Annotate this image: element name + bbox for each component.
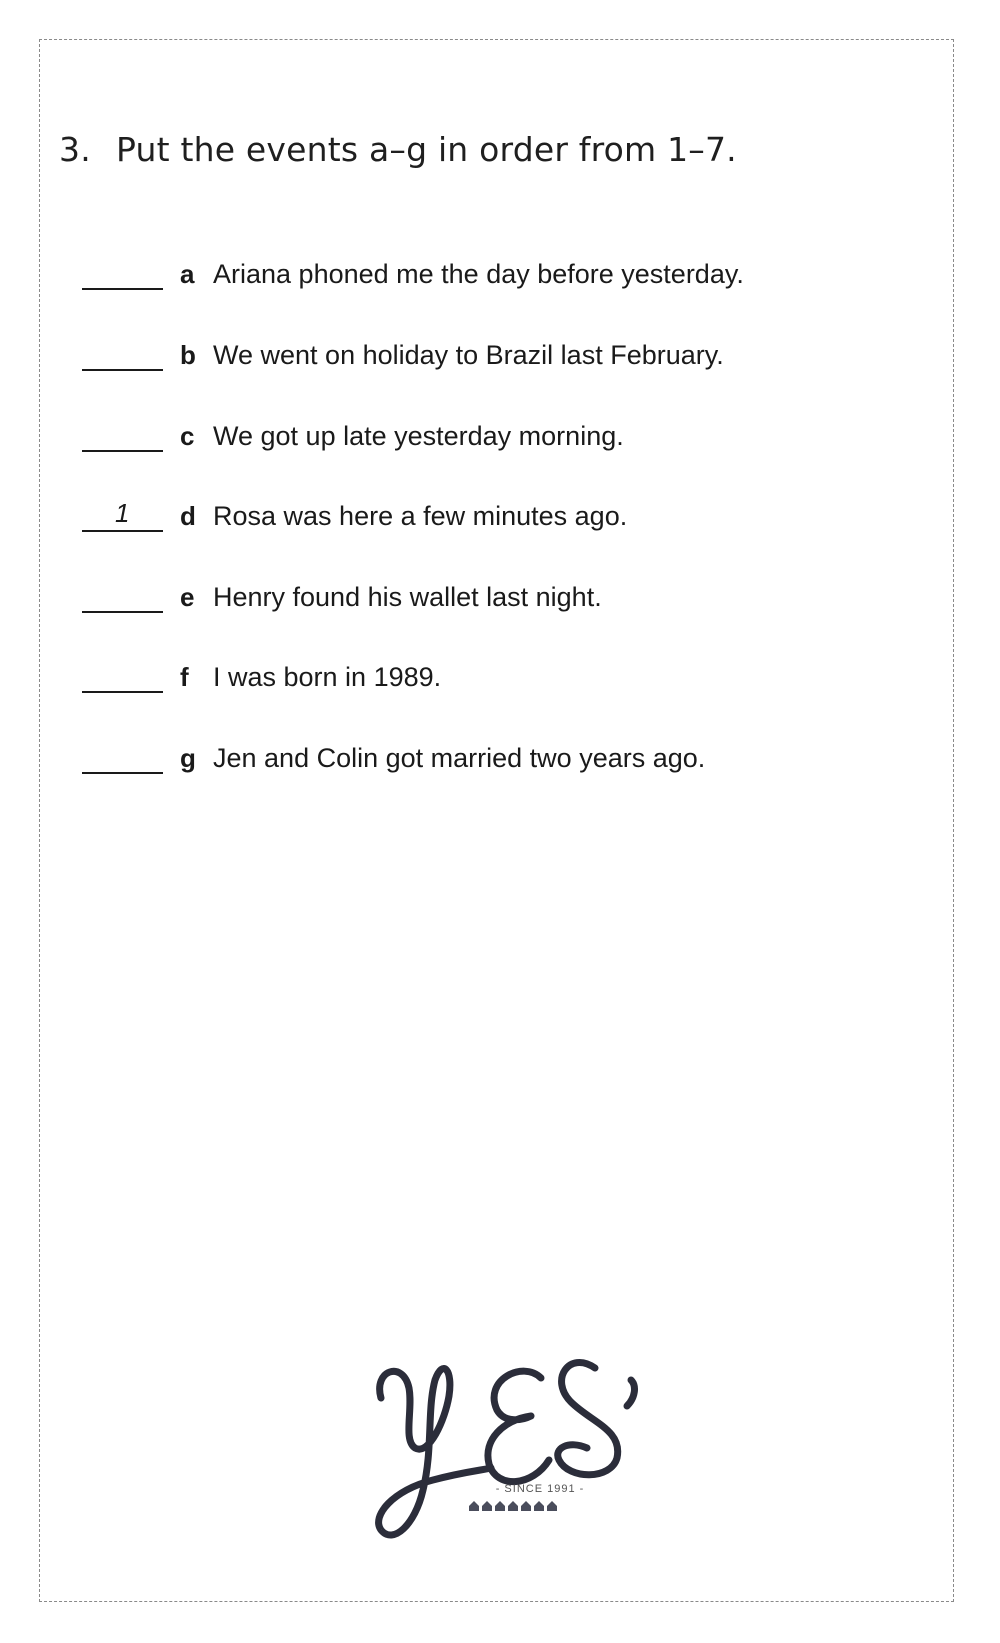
exercise-text: Put the events a–g in order from 1–7. [116,130,737,169]
item-letter: b [180,340,196,370]
yes-logo [373,1340,673,1570]
answer-value: 1 [115,498,130,528]
logo-house-icons [469,1501,557,1511]
answer-blank[interactable] [82,581,163,613]
item-letter: a [180,259,195,289]
answer-blank[interactable] [82,661,163,693]
yes-logo-mark [373,1340,673,1570]
exercise-number: 3. [59,130,91,169]
logo-tagline: - SINCE 1991 - [495,1483,585,1495]
answer-blank[interactable] [82,742,163,774]
answer-blank[interactable] [82,258,163,290]
item-text: Jen and Colin got married two years ago. [213,743,706,773]
list-item [82,492,627,532]
item-letter: e [180,582,195,612]
item-text: Rosa was here a few minutes ago. [213,501,628,531]
item-text: I was born in 1989. [213,662,442,692]
item-letter: g [180,743,196,773]
answer-blank[interactable] [82,339,163,371]
answer-blank[interactable] [82,420,163,452]
list-item [82,331,724,371]
item-text: We got up late yesterday morning. [213,421,624,451]
list-item [82,734,705,774]
list-item [82,653,441,693]
item-text: We went on holiday to Brazil last February. [213,340,724,370]
list-item [82,573,602,613]
item-letter: d [180,501,196,531]
list-item [82,412,624,452]
item-letter: f [180,662,189,692]
item-text: Henry found his wallet last night. [213,582,602,612]
item-text: Ariana phoned me the day before yesterday. [213,259,744,289]
answer-blank[interactable] [82,500,163,532]
list-item [82,250,744,290]
item-letter: c [180,421,195,451]
exercise-instruction [59,130,737,169]
